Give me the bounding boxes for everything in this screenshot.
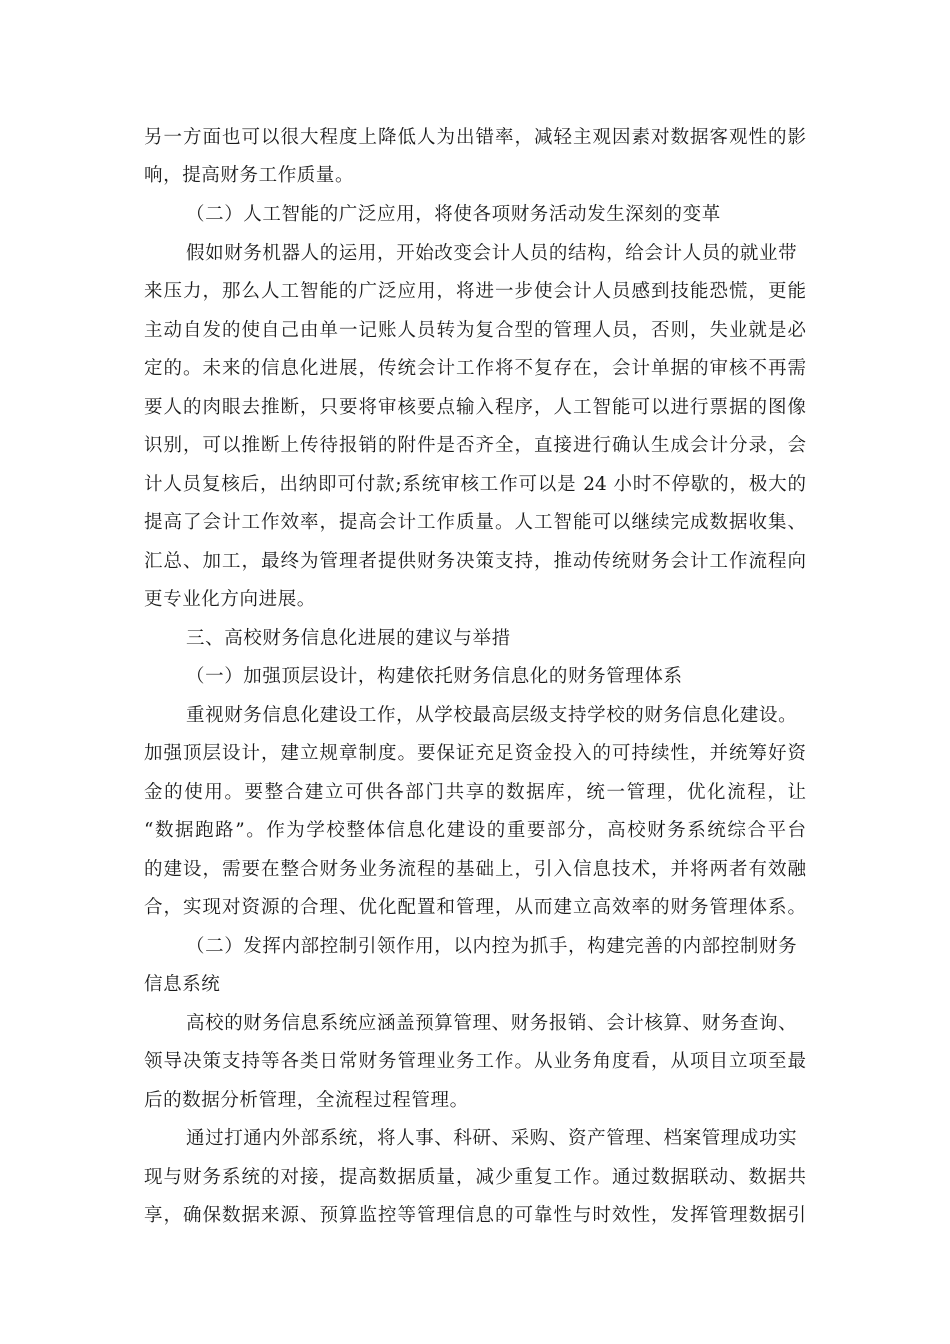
paragraph-line: 的建设，需要在整合财务业务流程的基础上，引入信息技术，并将两者有效融: [144, 859, 806, 880]
section-heading: 信息系统: [144, 974, 221, 995]
paragraph-line: 来压力，那么人工智能的广泛应用，将进一步使会计人员感到技能恐慌，更能: [144, 281, 806, 302]
paragraph-line: 计人员复核后，出纳即可付款;系统审核工作可以是 24 小时不停歇的，极大的: [144, 474, 806, 495]
paragraph-line: 加强顶层设计，建立规章制度。要保证充足资金投入的可持续性，并统筹好资: [144, 743, 806, 764]
paragraph-line: 重视财务信息化建设工作，从学校最高层级支持学校的财务信息化建设。: [186, 705, 798, 726]
paragraph-line: 金的使用。要整合建立可供各部门共享的数据库，统一管理，优化流程，让: [144, 782, 806, 803]
paragraph-line: 现与财务系统的对接，提高数据质量，减少重复工作。通过数据联动、数据共: [144, 1167, 806, 1188]
paragraph-line: 后的数据分析管理，全流程过程管理。: [144, 1090, 469, 1111]
section-heading: 三、高校财务信息化进展的建议与举措: [186, 628, 511, 649]
paragraph-line: 领导决策支持等各类日常财务管理业务工作。从业务角度看，从项目立项至最: [144, 1051, 806, 1072]
paragraph-line: “数据跑路”。作为学校整体信息化建设的重要部分，高校财务系统综合平台: [144, 820, 806, 841]
paragraph-line: 响，提高财务工作质量。: [144, 165, 355, 186]
section-heading: （二）人工智能的广泛应用，将使各项财务活动发生深刻的变革: [186, 204, 721, 225]
section-heading: （一）加强顶层设计，构建依托财务信息化的财务管理体系: [186, 666, 683, 687]
paragraph-line: 要人的肉眼去推断，只要将审核要点输入程序，人工智能可以进行票据的图像: [144, 397, 806, 418]
paragraph-line: 主动自发的使自己由单一记账人员转为复合型的管理人员，否则，失业就是必: [144, 320, 806, 341]
paragraph-line: 高校的财务信息系统应涵盖预算管理、财务报销、会计核算、财务查询、: [186, 1013, 798, 1034]
paragraph-line: 合，实现对资源的合理、优化配置和管理，从而建立高效率的财务管理体系。: [144, 897, 806, 918]
paragraph-line: 识别，可以推断上传待报销的附件是否齐全，直接进行确认生成会计分录，会: [144, 435, 806, 456]
paragraph-line: 通过打通内外部系统，将人事、科研、采购、资产管理、档案管理成功实: [186, 1128, 798, 1149]
paragraph-line: 定的。未来的信息化进展，传统会计工作将不复存在，会计单据的审核不再需: [144, 358, 806, 379]
section-heading: （二）发挥内部控制引领作用，以内控为抓手，构建完善的内部控制财务: [186, 936, 798, 957]
paragraph-line: 汇总、加工，最终为管理者提供财务决策支持，推动传统财务会计工作流程向: [144, 551, 806, 572]
paragraph-line: 更专业化方向进展。: [144, 589, 316, 610]
paragraph-line: 另一方面也可以很大程度上降低人为出错率，减轻主观因素对数据客观性的影: [144, 127, 806, 148]
paragraph-line: 提高了会计工作效率，提高会计工作质量。人工智能可以继续完成数据收集、: [144, 512, 806, 533]
paragraph-line: 假如财务机器人的运用，开始改变会计人员的结构，给会计人员的就业带: [186, 243, 798, 264]
paragraph-line: 享，确保数据来源、预算监控等管理信息的可靠性与时效性，发挥管理数据引: [144, 1205, 806, 1226]
